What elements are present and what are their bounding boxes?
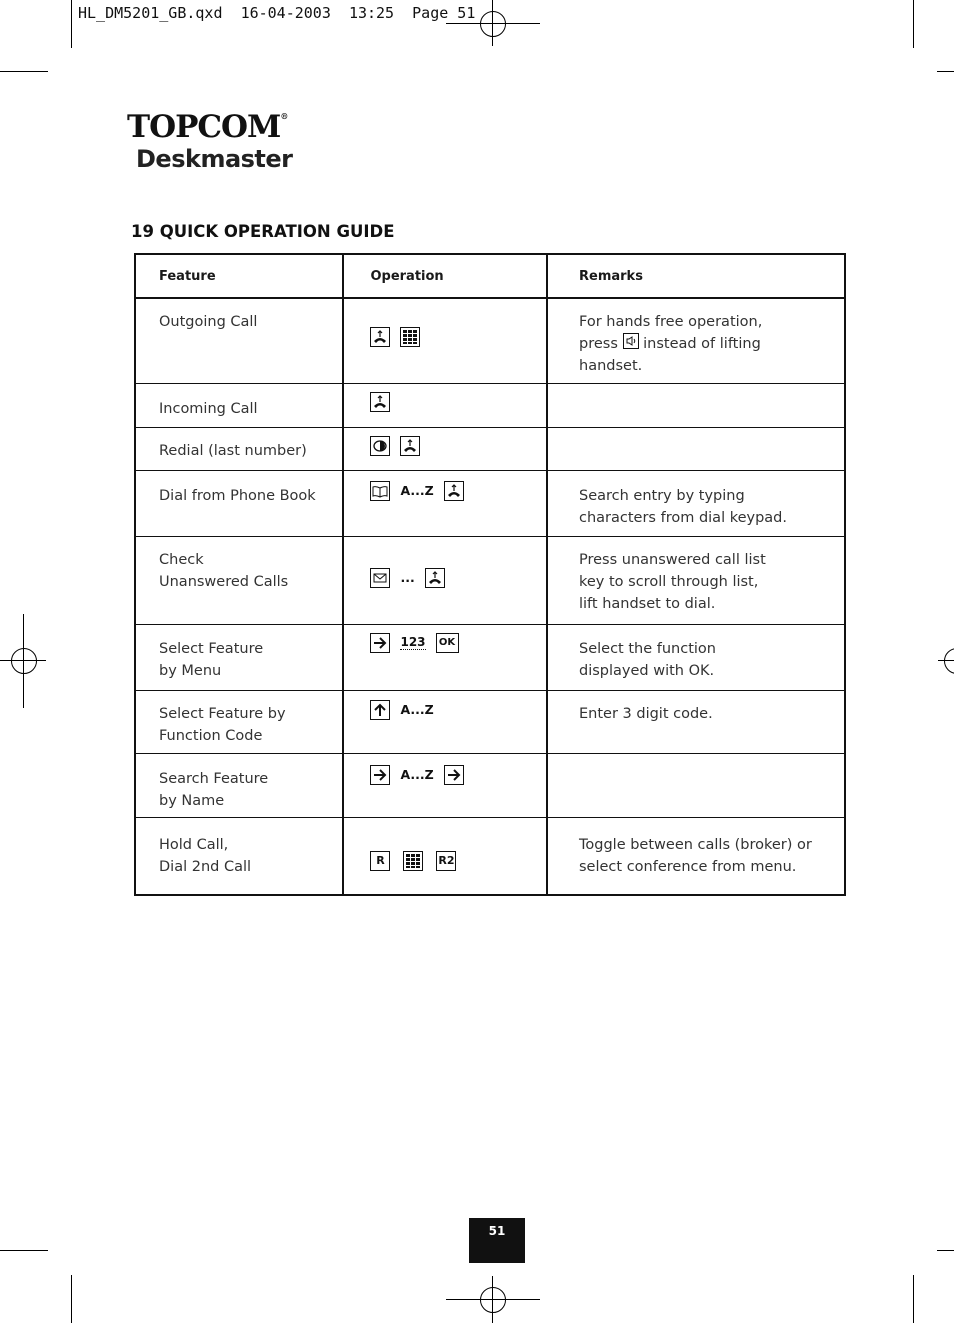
handset-icon <box>425 568 445 588</box>
registration-mark <box>938 660 954 661</box>
arrow-right-icon <box>370 633 390 653</box>
table-header-row <box>135 254 845 298</box>
remark-after: instead of lifting <box>643 336 761 352</box>
arrow-right-icon <box>444 765 464 785</box>
registration-mark <box>446 1299 540 1300</box>
remark-line: key to scroll through list, <box>579 573 759 590</box>
table-row <box>135 470 845 536</box>
feature-text: Check <box>159 551 204 568</box>
feature-text: Select Feature <box>159 640 264 657</box>
az-label: A...Z <box>400 482 434 498</box>
remark-line: Toggle between calls (broker) or <box>579 836 812 853</box>
registration-mark <box>492 0 493 46</box>
speaker-icon <box>623 333 639 349</box>
handset-icon <box>370 392 390 412</box>
feature-text: by Name <box>159 792 225 809</box>
remark-line: select conference from menu. <box>579 858 797 875</box>
remark-line: handset. <box>579 358 643 374</box>
crop-mark <box>0 71 48 72</box>
table-row <box>135 690 845 753</box>
slug-filename: HL_DM5201_GB.qxd <box>78 4 223 22</box>
registration-mark <box>446 23 540 24</box>
ellipsis-label: ... <box>400 569 415 585</box>
feature-text: Incoming Call <box>159 400 258 417</box>
redial-icon <box>370 436 390 456</box>
slug-date: 16-04-2003 <box>240 4 331 22</box>
file-slug <box>78 4 475 22</box>
handset-icon <box>400 436 420 456</box>
registration-mark <box>23 614 24 708</box>
ok-key: OK <box>436 633 459 653</box>
phonebook-icon <box>370 481 390 501</box>
brand-header <box>127 109 293 173</box>
crop-mark <box>937 1250 954 1251</box>
table-row <box>135 753 845 817</box>
table-row <box>135 427 845 470</box>
feature-text: Dial from Phone Book <box>159 487 316 504</box>
feature-text: Function Code <box>159 727 263 744</box>
quick-operation-table <box>134 253 846 896</box>
registered-mark: ® <box>280 111 288 121</box>
feature-text: Redial (last number) <box>159 442 307 459</box>
az-label: A...Z <box>400 766 434 782</box>
crop-mark <box>913 1275 914 1323</box>
keypad-icon <box>400 327 420 347</box>
header-remarks: Remarks <box>547 254 845 298</box>
topcom-logo <box>127 109 293 145</box>
feature-text: Select Feature by <box>159 705 286 722</box>
envelope-icon <box>370 568 390 588</box>
registration-mark <box>944 648 954 674</box>
remark-line: Enter 3 digit code. <box>579 705 713 722</box>
product-name: Deskmaster <box>136 145 293 173</box>
digits-label: 123 <box>400 634 426 649</box>
remark-line: Search entry by typing <box>579 487 745 504</box>
registration-mark <box>480 11 506 37</box>
table-row <box>135 298 845 383</box>
remark-line: Select the function <box>579 640 716 657</box>
crop-mark <box>71 0 72 48</box>
r-key: R <box>370 851 390 871</box>
table-row <box>135 817 845 895</box>
handset-icon <box>370 327 390 347</box>
crop-mark <box>0 1250 48 1251</box>
remark-press: press <box>579 336 618 352</box>
arrow-right-icon <box>370 765 390 785</box>
crop-mark <box>937 71 954 72</box>
table-row <box>135 536 845 624</box>
remark-line: For hands free operation, <box>579 314 763 330</box>
remark-line: lift handset to dial. <box>579 595 716 612</box>
crop-mark <box>71 1275 72 1323</box>
registration-mark <box>480 1287 506 1313</box>
slug-time: 13:25 <box>348 4 395 22</box>
feature-text: Search Feature <box>159 770 269 787</box>
registration-mark <box>11 648 37 674</box>
az-label: A...Z <box>400 701 434 717</box>
crop-mark <box>913 0 914 48</box>
feature-text: Unanswered Calls <box>159 573 289 590</box>
registration-mark <box>492 1276 493 1323</box>
header-feature: Feature <box>135 254 343 298</box>
header-operation: Operation <box>343 254 547 298</box>
feature-text: by Menu <box>159 662 222 679</box>
logo-text: TOPCOM <box>127 109 281 145</box>
remark-line: characters from dial keypad. <box>579 509 787 526</box>
feature-text: Outgoing Call <box>159 314 258 330</box>
keypad-icon <box>403 851 423 871</box>
remark-line: Press unanswered call list <box>579 551 766 568</box>
r2-key: R2 <box>436 851 456 871</box>
table-row <box>135 624 845 690</box>
handset-icon <box>444 481 464 501</box>
slug-page: Page 51 <box>412 4 476 22</box>
remark-line: displayed with OK. <box>579 662 715 679</box>
feature-text: Hold Call, <box>159 836 229 853</box>
feature-text: Dial 2nd Call <box>159 858 252 875</box>
arrow-up-icon <box>370 700 390 720</box>
table-row <box>135 383 845 427</box>
remark-line <box>579 333 844 355</box>
section-title: 19 QUICK OPERATION GUIDE <box>131 222 395 241</box>
page-number: 51 <box>469 1218 525 1263</box>
